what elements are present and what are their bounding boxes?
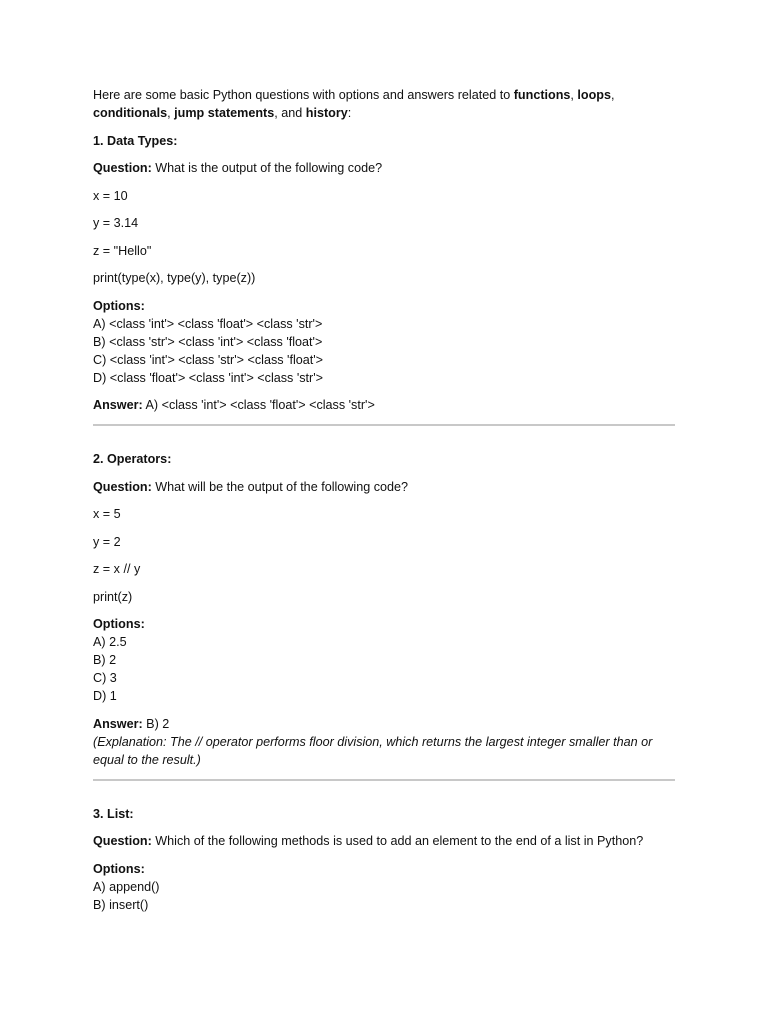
q3-option: B) insert() (93, 897, 149, 912)
intro-bold-history: history (305, 106, 348, 120)
q1-question-text: What is the output of the following code? (151, 161, 383, 175)
intro-bold-jump-statements: jump statements (174, 106, 275, 120)
q1-code-line: z = "Hello" (93, 243, 152, 258)
q2-heading (93, 450, 675, 468)
q2-question-text: What will be the output of the following code? (151, 479, 409, 494)
q1-heading (93, 132, 675, 150)
intro-bold-functions: functions (513, 88, 571, 102)
q2-code-line: y = 2 (93, 534, 121, 549)
q2-heading-text: 2. Operators: (93, 452, 172, 466)
q1-code-line: print(type(x), type(y), type(z)) (93, 271, 256, 285)
q3-question-text: Which of the following methods is used to add an element to the end of a list in Python? (151, 834, 644, 848)
q2-options-label: Options: (93, 617, 145, 631)
q1-option: B) <class 'str'> <class 'int'> <class 'float'> (93, 334, 323, 349)
intro-text: , (611, 88, 615, 102)
q3-heading-text: 3. List: (93, 806, 134, 821)
q2-code-line: print(z) (93, 589, 133, 604)
q1-question (93, 159, 675, 177)
q2-question (93, 478, 675, 496)
q1-option: C) <class 'int'> <class 'str'> <class 'float'> (93, 352, 324, 367)
intro-text: : (347, 106, 352, 120)
intro-text: Here are some basic Python questions with options and answers related to (93, 88, 514, 102)
intro-text: , (570, 88, 578, 102)
q1-code-line: x = 10 (93, 188, 128, 203)
q2-answer-label: Answer: (93, 716, 143, 731)
q3-heading (93, 805, 675, 823)
q1-answer-text: A) <class 'int'> <class 'float'> <class 'str'> (142, 398, 375, 412)
q3-options-label: Options: (93, 861, 145, 876)
q2-code-line: x = 5 (93, 507, 121, 521)
q2-code-line: z = x // y (93, 562, 141, 576)
q2-explanation: (Explanation: The // operator performs floor division, which returns the largest integer smaller than or equal to the result.) (93, 734, 653, 767)
section-divider (93, 779, 675, 781)
intro-text: , and (274, 106, 306, 120)
intro-paragraph (93, 86, 675, 122)
document-body (93, 86, 675, 923)
q1-options (93, 297, 675, 387)
q2-options (93, 615, 675, 705)
q1-code-line: y = 3.14 (93, 216, 139, 230)
q1-option: D) <class 'float'> <class 'int'> <class 'str'> (93, 370, 324, 385)
q3-question-label: Question: (93, 834, 152, 848)
q2-option: D) 1 (93, 689, 117, 703)
q1-heading-text: 1. Data Types: (93, 133, 178, 148)
q2-option: B) 2 (93, 653, 117, 667)
intro-text: , (167, 106, 175, 120)
q2-question-label: Question: (93, 479, 152, 494)
q1-answer-label: Answer: (93, 398, 143, 412)
q3-option: A) append() (93, 879, 160, 894)
section-divider (93, 424, 675, 426)
q1-question-label: Question: (93, 161, 152, 175)
q3-question (93, 832, 675, 850)
q1-answer (93, 396, 675, 414)
q2-option: A) 2.5 (93, 635, 127, 649)
q1-option: A) <class 'int'> <class 'float'> <class 'str'> (93, 316, 323, 331)
q2-answer (93, 715, 675, 733)
q1-options-label: Options: (93, 298, 145, 313)
intro-bold-conditionals: conditionals (93, 106, 168, 120)
q2-answer-text: B) 2 (142, 716, 170, 731)
q2-option: C) 3 (93, 671, 117, 685)
intro-bold-loops: loops (577, 88, 611, 102)
q3-options (93, 860, 675, 914)
